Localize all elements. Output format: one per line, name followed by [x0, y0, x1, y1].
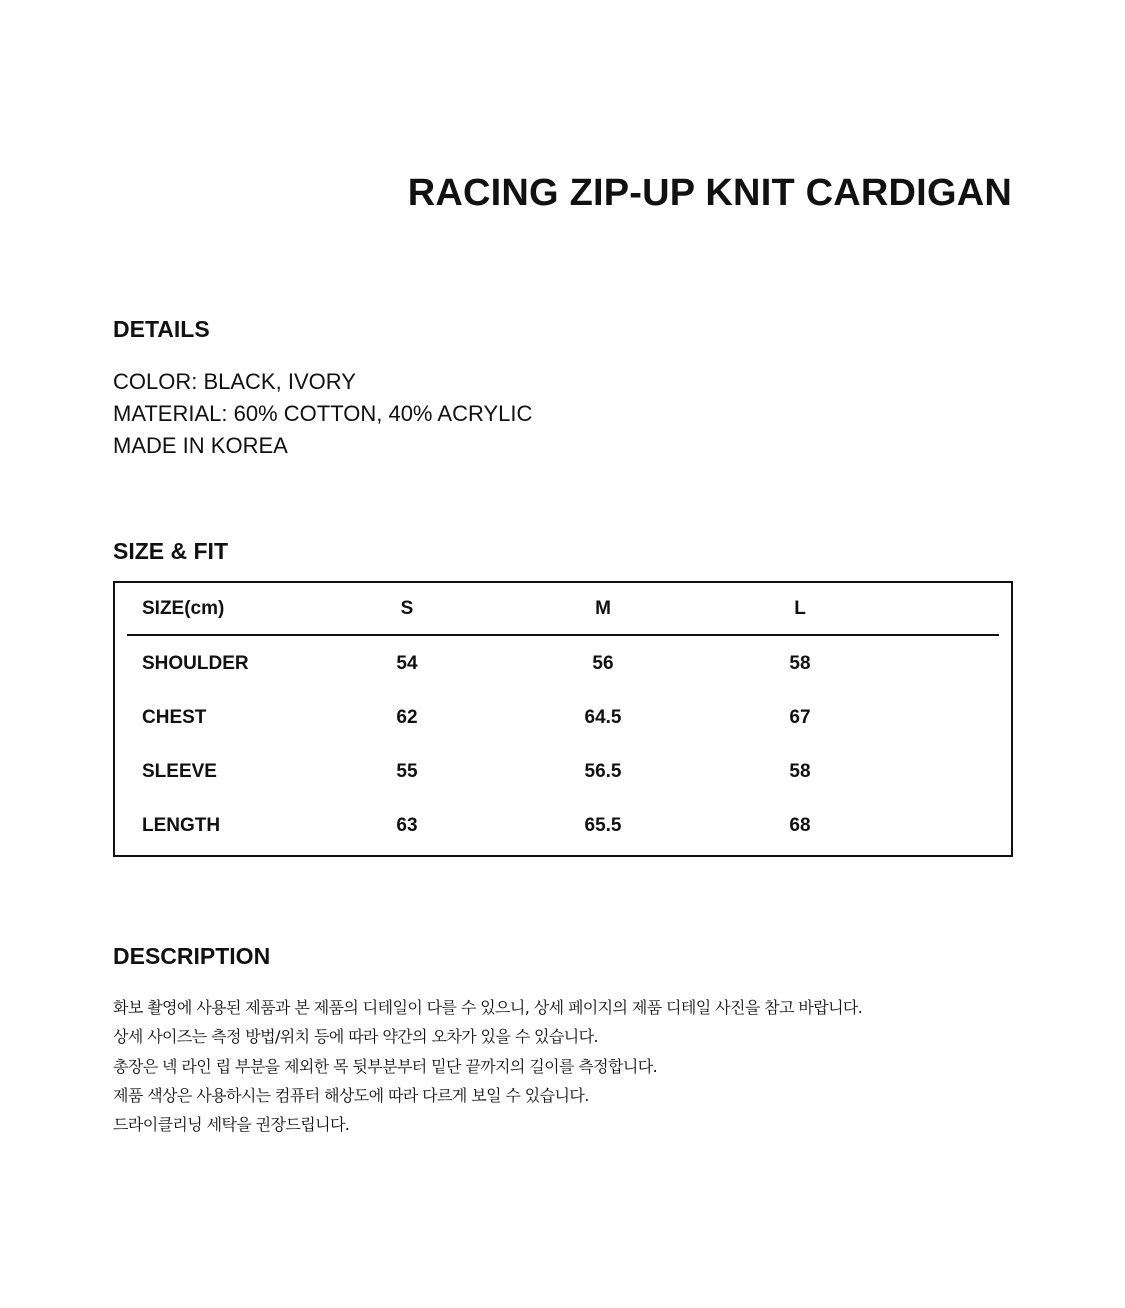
- details-list: [113, 366, 532, 462]
- cell-shoulder-l: [733, 635, 999, 691]
- size-header-l-text: L: [794, 597, 806, 619]
- details-color: COLOR: BLACK, IVORY: [113, 369, 356, 394]
- details-heading: DETAILS: [113, 316, 210, 342]
- cell-value: 54: [396, 652, 418, 674]
- row-label-chest: CHEST: [142, 707, 207, 728]
- details-origin: MADE IN KOREA: [113, 433, 288, 458]
- cell-value: 56.5: [584, 761, 622, 782]
- size-header-s-text: S: [400, 597, 414, 619]
- description-heading: DESCRIPTION: [113, 943, 271, 969]
- table-row: [127, 745, 999, 799]
- description-list: [113, 993, 862, 1139]
- cell-sleeve-m: [537, 745, 733, 799]
- table-row: [127, 799, 999, 853]
- size-table-header-row: [127, 583, 999, 635]
- row-label-sleeve: SLEEVE: [142, 761, 217, 782]
- cell-length-l: [733, 799, 999, 853]
- size-header-l: [733, 583, 999, 635]
- size-header-s: [342, 583, 537, 635]
- cell-value: 56: [592, 652, 614, 674]
- cell-shoulder-m: [537, 635, 733, 691]
- cell-shoulder-s: [342, 635, 537, 691]
- size-table-box: [113, 581, 1013, 857]
- table-row: [127, 635, 999, 691]
- cell-chest-l: [733, 691, 999, 745]
- cell-length-s: [342, 799, 537, 853]
- cell-value: 65.5: [584, 815, 622, 836]
- description-line: 제품 색상은 사용하시는 컴퓨터 해상도에 따라 다르게 보일 수 있습니다.: [113, 1085, 589, 1105]
- cell-value: 68: [789, 815, 811, 836]
- cell-value: 63: [396, 815, 418, 836]
- row-label-length: LENGTH: [142, 815, 221, 836]
- cell-value: 67: [789, 707, 811, 728]
- cell-sleeve-l: [733, 745, 999, 799]
- table-row: [127, 691, 999, 745]
- cell-chest-s: [342, 691, 537, 745]
- cell-length-m: [537, 799, 733, 853]
- size-header-label: SIZE(cm): [127, 583, 342, 635]
- description-line: 드라이클리닝 세탁을 권장드립니다.: [113, 1115, 350, 1135]
- cell-value: 64.5: [584, 707, 622, 728]
- cell-value: 58: [789, 652, 811, 674]
- size-header-m: [537, 583, 733, 635]
- row-label-shoulder: SHOULDER: [142, 652, 249, 674]
- details-material: MATERIAL: 60% COTTON, 40% ACRYLIC: [113, 401, 533, 426]
- cell-sleeve-s: [342, 745, 537, 799]
- size-table: [127, 583, 999, 853]
- cell-chest-m: [537, 691, 733, 745]
- cell-value: 62: [396, 707, 418, 728]
- cell-value: 55: [396, 761, 418, 782]
- size-header-m-text: M: [595, 597, 611, 619]
- description-line: 상세 사이즈는 측정 방법/위치 등에 따라 약간의 오차가 있을 수 있습니다.: [113, 1027, 598, 1047]
- description-line: 총장은 넥 라인 립 부분을 제외한 목 뒷부분부터 밑단 끝까지의 길이를 측정합니다.: [113, 1056, 658, 1076]
- cell-value: 58: [789, 761, 811, 782]
- size-fit-heading: SIZE & FIT: [113, 538, 228, 564]
- product-title: RACING ZIP-UP KNIT CARDIGAN: [407, 172, 1012, 214]
- description-line: 화보 촬영에 사용된 제품과 본 제품의 디테일이 다를 수 있으니, 상세 페이지의 제품 디테일 사진을 참고 바랍니다.: [113, 998, 863, 1017]
